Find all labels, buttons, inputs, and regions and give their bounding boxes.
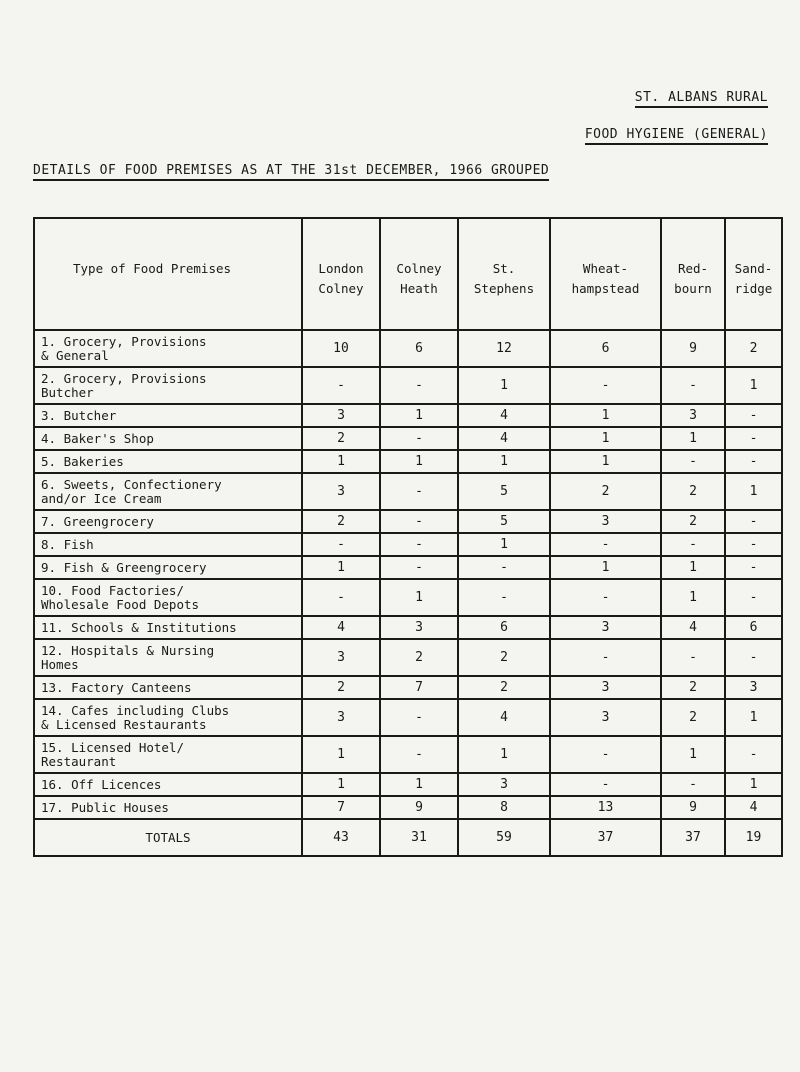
count-cell-london-colney: 2: [302, 676, 380, 699]
count-cell-sandridge: 3: [725, 676, 782, 699]
count-cell-redbourn: 1: [661, 427, 725, 450]
count-cell-colney-heath: -: [380, 556, 458, 579]
table-row: [34, 796, 782, 819]
count-cell-st-stephens: 5: [458, 473, 550, 510]
count-cell-redbourn: 2: [661, 510, 725, 533]
premises-type-cell: [34, 450, 302, 473]
count-cell-st-stephens: 8: [458, 796, 550, 819]
count-cell-redbourn: -: [661, 773, 725, 796]
count-cell-wheathampstead: 2: [550, 473, 661, 510]
count-cell-sandridge: -: [725, 579, 782, 616]
table-row: [34, 639, 782, 676]
count-cell-wheathampstead: 1: [550, 556, 661, 579]
count-cell-redbourn: -: [661, 450, 725, 473]
count-cell-wheathampstead: 3: [550, 616, 661, 639]
table-row: [34, 676, 782, 699]
count-cell-wheathampstead: -: [550, 533, 661, 556]
count-cell-london-colney: 10: [302, 330, 380, 367]
count-cell-st-stephens: 4: [458, 404, 550, 427]
count-cell-colney-heath: 2: [380, 639, 458, 676]
count-cell-st-stephens: -: [458, 579, 550, 616]
table-row: [34, 616, 782, 639]
count-cell-wheathampstead: 3: [550, 676, 661, 699]
count-cell-colney-heath: 3: [380, 616, 458, 639]
column-header-colney-heath: Colney Heath: [380, 218, 458, 330]
premises-type-label: 13. Factory Canteens: [41, 679, 192, 695]
count-cell-colney-heath: -: [380, 473, 458, 510]
premises-type-cell: [34, 533, 302, 556]
premises-type-label: 16. Off Licences: [41, 776, 162, 792]
premises-type-cell: [34, 616, 302, 639]
column-header-st-stephens: St. Stephens: [458, 218, 550, 330]
count-cell-wheathampstead: 1: [550, 404, 661, 427]
premises-type-label: and/or Ice Cream: [41, 490, 162, 506]
table-row: [34, 556, 782, 579]
table-row: [34, 699, 782, 736]
count-cell-st-stephens: 1: [458, 367, 550, 404]
count-cell-colney-heath: -: [380, 510, 458, 533]
count-cell-st-stephens: 4: [458, 699, 550, 736]
count-cell-london-colney: 7: [302, 796, 380, 819]
count-cell-st-stephens: 2: [458, 676, 550, 699]
premises-type-cell: [34, 579, 302, 616]
count-cell-wheathampstead: -: [550, 773, 661, 796]
count-cell-london-colney: 1: [302, 773, 380, 796]
premises-type-cell: [34, 736, 302, 773]
premises-type-cell: [34, 473, 302, 510]
column-header-redbourn: Red- bourn: [661, 218, 725, 330]
count-cell-redbourn: 9: [661, 330, 725, 367]
count-cell-colney-heath: -: [380, 533, 458, 556]
count-cell-colney-heath: 9: [380, 796, 458, 819]
count-cell-colney-heath: -: [380, 427, 458, 450]
table-row: [34, 367, 782, 404]
count-cell-london-colney: 1: [302, 736, 380, 773]
premises-type-cell: [34, 639, 302, 676]
count-cell-redbourn: 9: [661, 796, 725, 819]
premises-type-label: 5. Bakeries: [41, 453, 124, 469]
premises-type-label: 4. Baker's Shop: [41, 430, 154, 446]
premises-type-label: Wholesale Food Depots: [41, 596, 200, 612]
count-cell-st-stephens: 3: [458, 773, 550, 796]
premises-type-cell: [34, 796, 302, 819]
count-cell-colney-heath: -: [380, 367, 458, 404]
count-cell-colney-heath: 1: [380, 773, 458, 796]
count-cell-london-colney: 3: [302, 639, 380, 676]
count-cell-colney-heath: -: [380, 699, 458, 736]
premises-type-label: & Licensed Restaurants: [41, 716, 207, 732]
premises-type-label: 6. Sweets, Confectionery: [41, 476, 222, 492]
count-cell-london-colney: 3: [302, 473, 380, 510]
count-cell-redbourn: 4: [661, 616, 725, 639]
count-cell-sandridge: 4: [725, 796, 782, 819]
premises-type-label: 10. Food Factories/: [41, 582, 184, 598]
count-cell-sandridge: 1: [725, 473, 782, 510]
count-cell-colney-heath: 1: [380, 450, 458, 473]
count-cell-wheathampstead: 3: [550, 510, 661, 533]
column-header-type: Type of Food Premises: [34, 218, 302, 330]
premises-type-cell: [34, 330, 302, 367]
count-cell-sandridge: -: [725, 533, 782, 556]
count-cell-sandridge: -: [725, 510, 782, 533]
premises-type-cell: [34, 427, 302, 450]
count-cell-st-stephens: -: [458, 556, 550, 579]
count-cell-sandridge: 2: [725, 330, 782, 367]
totals-row: [34, 819, 782, 856]
count-cell-wheathampstead: -: [550, 639, 661, 676]
count-cell-london-colney: 1: [302, 450, 380, 473]
count-cell-redbourn: -: [661, 533, 725, 556]
count-cell-colney-heath: 1: [380, 404, 458, 427]
totals-label: TOTALS: [34, 819, 302, 856]
premises-type-label: 3. Butcher: [41, 407, 117, 423]
count-cell-sandridge: 1: [725, 699, 782, 736]
count-cell-sandridge: -: [725, 404, 782, 427]
premises-type-label: 8. Fish: [41, 536, 94, 552]
count-cell-wheathampstead: 1: [550, 427, 661, 450]
count-cell-wheathampstead: 6: [550, 330, 661, 367]
count-cell-london-colney: 3: [302, 404, 380, 427]
count-cell-colney-heath: 6: [380, 330, 458, 367]
premises-type-label: Butcher: [41, 384, 94, 400]
count-cell-redbourn: 2: [661, 473, 725, 510]
count-cell-st-stephens: 12: [458, 330, 550, 367]
premises-type-cell: [34, 556, 302, 579]
section-title: FOOD HYGIENE (GENERAL): [585, 127, 768, 142]
premises-type-label: & General: [41, 347, 109, 363]
count-cell-london-colney: 3: [302, 699, 380, 736]
premises-type-label: 1. Grocery, Provisions: [41, 333, 207, 349]
district-title: ST. ALBANS RURAL: [635, 90, 768, 105]
count-cell-st-stephens: 4: [458, 427, 550, 450]
count-cell-redbourn: 2: [661, 699, 725, 736]
total-cell-colney-heath: 31: [380, 819, 458, 856]
count-cell-sandridge: 1: [725, 773, 782, 796]
count-cell-sandridge: 6: [725, 616, 782, 639]
count-cell-wheathampstead: 3: [550, 699, 661, 736]
count-cell-colney-heath: 7: [380, 676, 458, 699]
premises-type-label: 2. Grocery, Provisions: [41, 370, 207, 386]
count-cell-sandridge: -: [725, 639, 782, 676]
premises-type-label: 11. Schools & Institutions: [41, 619, 237, 635]
count-cell-st-stephens: 1: [458, 533, 550, 556]
table-row: [34, 330, 782, 367]
count-cell-london-colney: -: [302, 367, 380, 404]
count-cell-st-stephens: 1: [458, 736, 550, 773]
count-cell-st-stephens: 2: [458, 639, 550, 676]
table-row: [34, 450, 782, 473]
count-cell-london-colney: 2: [302, 510, 380, 533]
premises-type-label: Restaurant: [41, 753, 117, 769]
count-cell-redbourn: -: [661, 367, 725, 404]
table-row: [34, 427, 782, 450]
count-cell-london-colney: 2: [302, 427, 380, 450]
table-row: [34, 510, 782, 533]
premises-type-cell: [34, 699, 302, 736]
premises-type-label: Homes: [41, 656, 79, 672]
count-cell-st-stephens: 5: [458, 510, 550, 533]
premises-type-cell: [34, 510, 302, 533]
count-cell-redbourn: 2: [661, 676, 725, 699]
count-cell-redbourn: 1: [661, 579, 725, 616]
premises-type-label: 7. Greengrocery: [41, 513, 154, 529]
count-cell-wheathampstead: -: [550, 579, 661, 616]
count-cell-colney-heath: 1: [380, 579, 458, 616]
table-heading: DETAILS OF FOOD PREMISES AS AT THE 31st DECEMBER, 1966 GROUPED: [33, 163, 549, 178]
count-cell-wheathampstead: 1: [550, 450, 661, 473]
count-cell-redbourn: -: [661, 639, 725, 676]
count-cell-sandridge: 1: [725, 367, 782, 404]
table-row: [34, 533, 782, 556]
premises-type-label: 9. Fish & Greengrocery: [41, 559, 207, 575]
count-cell-sandridge: -: [725, 736, 782, 773]
count-cell-london-colney: -: [302, 579, 380, 616]
count-cell-wheathampstead: 13: [550, 796, 661, 819]
premises-type-label: 12. Hospitals & Nursing: [41, 642, 215, 658]
count-cell-london-colney: -: [302, 533, 380, 556]
table-row: [34, 773, 782, 796]
table-row: [34, 579, 782, 616]
total-cell-sandridge: 19: [725, 819, 782, 856]
count-cell-wheathampstead: -: [550, 736, 661, 773]
count-cell-colney-heath: -: [380, 736, 458, 773]
count-cell-redbourn: 1: [661, 556, 725, 579]
header-row: [34, 218, 782, 330]
premises-type-cell: [34, 367, 302, 404]
premises-type-cell: [34, 773, 302, 796]
column-header-wheathampstead: Wheat- hampstead: [550, 218, 661, 330]
count-cell-london-colney: 4: [302, 616, 380, 639]
total-cell-st-stephens: 59: [458, 819, 550, 856]
table-row: [34, 736, 782, 773]
count-cell-sandridge: -: [725, 450, 782, 473]
count-cell-wheathampstead: -: [550, 367, 661, 404]
premises-type-cell: [34, 404, 302, 427]
total-cell-wheathampstead: 37: [550, 819, 661, 856]
premises-type-label: 17. Public Houses: [41, 799, 169, 815]
column-header-london-colney: London Colney: [302, 218, 380, 330]
count-cell-sandridge: -: [725, 556, 782, 579]
column-header-sandridge: Sand- ridge: [725, 218, 782, 330]
food-premises-table: [33, 217, 783, 857]
premises-type-label: 15. Licensed Hotel/: [41, 739, 184, 755]
total-cell-london-colney: 43: [302, 819, 380, 856]
table-row: [34, 473, 782, 510]
count-cell-london-colney: 1: [302, 556, 380, 579]
count-cell-redbourn: 3: [661, 404, 725, 427]
count-cell-sandridge: -: [725, 427, 782, 450]
total-cell-redbourn: 37: [661, 819, 725, 856]
count-cell-st-stephens: 1: [458, 450, 550, 473]
table-row: [34, 404, 782, 427]
premises-type-label: 14. Cafes including Clubs: [41, 702, 230, 718]
count-cell-redbourn: 1: [661, 736, 725, 773]
count-cell-st-stephens: 6: [458, 616, 550, 639]
premises-type-cell: [34, 676, 302, 699]
